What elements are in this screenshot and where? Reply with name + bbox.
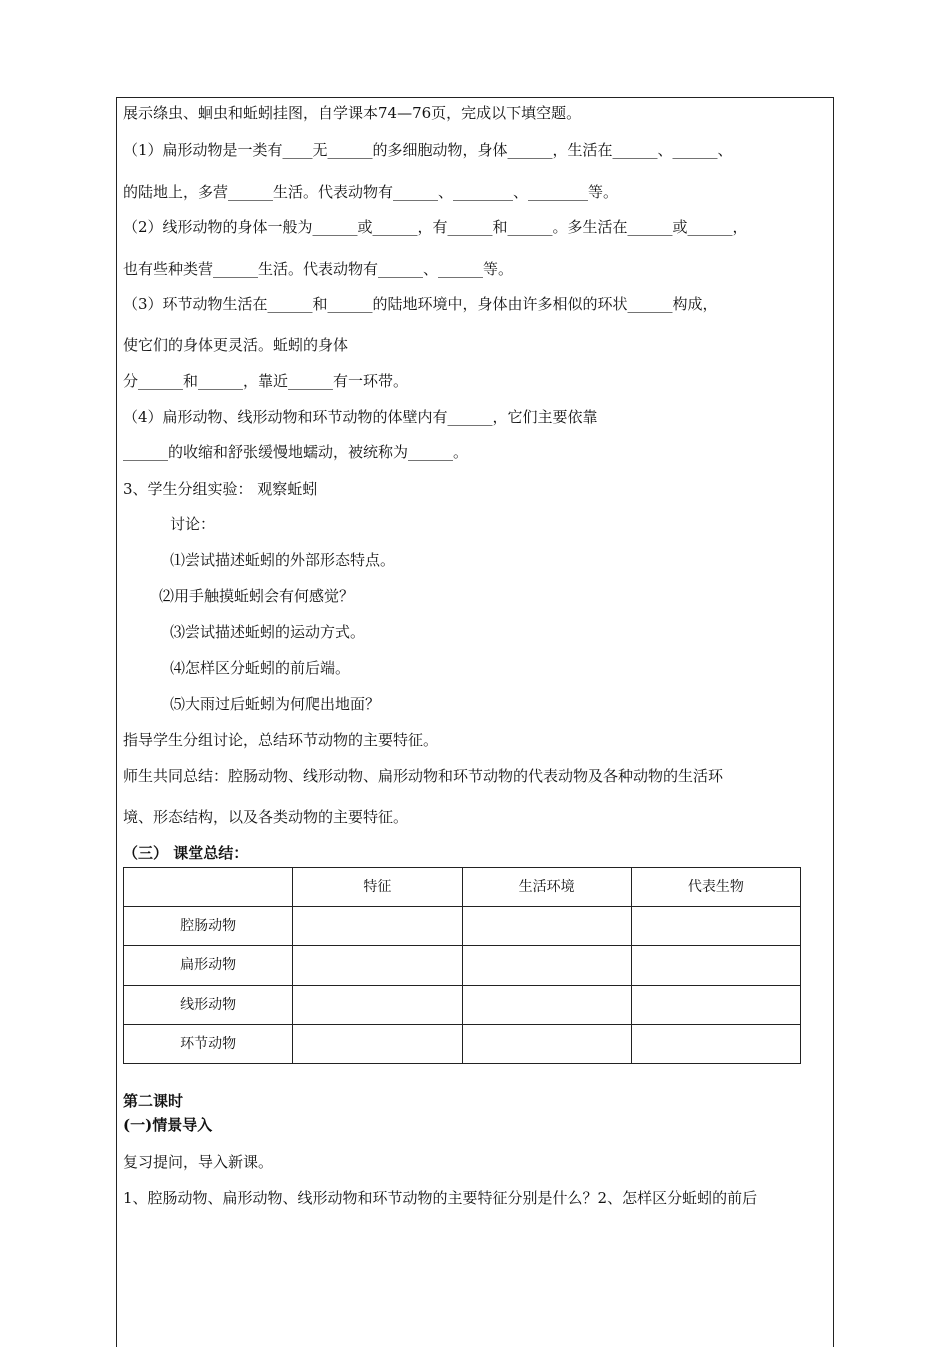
table-cell (462, 907, 631, 946)
discussion-item-2: ⑵用手触摸蚯蚓会有何感觉？ (159, 587, 355, 605)
q1-line-1: （1）扁形动物是一类有____无______的多细胞动物，身体______，生活在______、______、 (123, 141, 733, 159)
q2-line-1: （2）线形动物的身体一般为______或______，有______和______。多生活在______或______， (123, 218, 748, 236)
summary-line-2: 境、形态结构，以及各类动物的主要特征。 (123, 808, 409, 826)
table-header-cell: 生活环境 (462, 868, 631, 907)
discussion-item-1: ⑴尝试描述蚯蚓的外部形态特点。 (170, 551, 396, 569)
discussion-item-4: ⑷怎样区分蚯蚓的前后端。 (170, 659, 351, 677)
q3-line-3: 分______和______，靠近______有一环带。 (123, 372, 409, 390)
discussion-item-5: ⑸大雨过后蚯蚓为何爬出地面？ (170, 695, 381, 713)
q3-line-2: 使它们的身体更灵活。蚯蚓的身体 (123, 336, 349, 354)
row-label: 腔肠动物 (124, 907, 293, 946)
intro-line: 展示绦虫、蛔虫和蚯蚓挂图，自学课本74—76页，完成以下填空题。 (123, 104, 582, 122)
q4-line-2: ______的收缩和舒张缓慢地蠕动，被统称为______。 (123, 443, 469, 461)
table-row (124, 985, 801, 1024)
table-row (124, 907, 801, 946)
table-cell (631, 1024, 800, 1063)
scenario-intro-heading: (一)情景导入 (123, 1116, 213, 1134)
row-label: 线形动物 (124, 985, 293, 1024)
second-lesson-heading: 第二课时 (123, 1092, 184, 1110)
table-cell (462, 946, 631, 985)
q3-line-1: （3）环节动物生活在______和______的陆地环境中，身体由许多相似的环状______构成， (123, 295, 718, 313)
row-label: 扁形动物 (124, 946, 293, 985)
review-line: 复习提问，导入新课。 (123, 1153, 274, 1171)
table-row (124, 946, 801, 985)
class-summary-heading: （三） 课堂总结： (123, 844, 249, 862)
table-cell (631, 907, 800, 946)
table-cell (631, 985, 800, 1024)
row-label: 环节动物 (124, 1024, 293, 1063)
q1-line-2: 的陆地上，多营______生活。代表动物有______、________、________等。 (123, 183, 619, 201)
table-header-cell: 代表生物 (631, 868, 800, 907)
question-line: 1、腔肠动物、扁形动物、线形动物和环节动物的主要特征分别是什么？2、怎样区分蚯蚓的前后 (123, 1189, 758, 1207)
summary-table (123, 867, 801, 1064)
experiment-heading: 3、学生分组实验： 观察蚯蚓 (123, 480, 318, 498)
table-row (124, 1024, 801, 1063)
table-cell (293, 946, 462, 985)
q4-line-1: （4）扁形动物、线形动物和环节动物的体壁内有______，它们主要依靠 (123, 408, 598, 426)
discussion-item-3: ⑶尝试描述蚯蚓的运动方式。 (170, 623, 366, 641)
table-cell (462, 1024, 631, 1063)
table-cell (293, 907, 462, 946)
table-cell (293, 985, 462, 1024)
guidance-line: 指导学生分组讨论，总结环节动物的主要特征。 (123, 731, 439, 749)
table-cell (293, 1024, 462, 1063)
table-header-row (124, 868, 801, 907)
table-cell (631, 946, 800, 985)
table-header-cell: 特征 (293, 868, 462, 907)
table-header-cell (124, 868, 293, 907)
summary-line-1: 师生共同总结：腔肠动物、线形动物、扁形动物和环节动物的代表动物及各种动物的生活环 (123, 767, 724, 785)
q2-line-2: 也有些种类营______生活。代表动物有______、______等。 (123, 260, 514, 278)
table-cell (462, 985, 631, 1024)
discussion-label: 讨论： (170, 515, 216, 533)
